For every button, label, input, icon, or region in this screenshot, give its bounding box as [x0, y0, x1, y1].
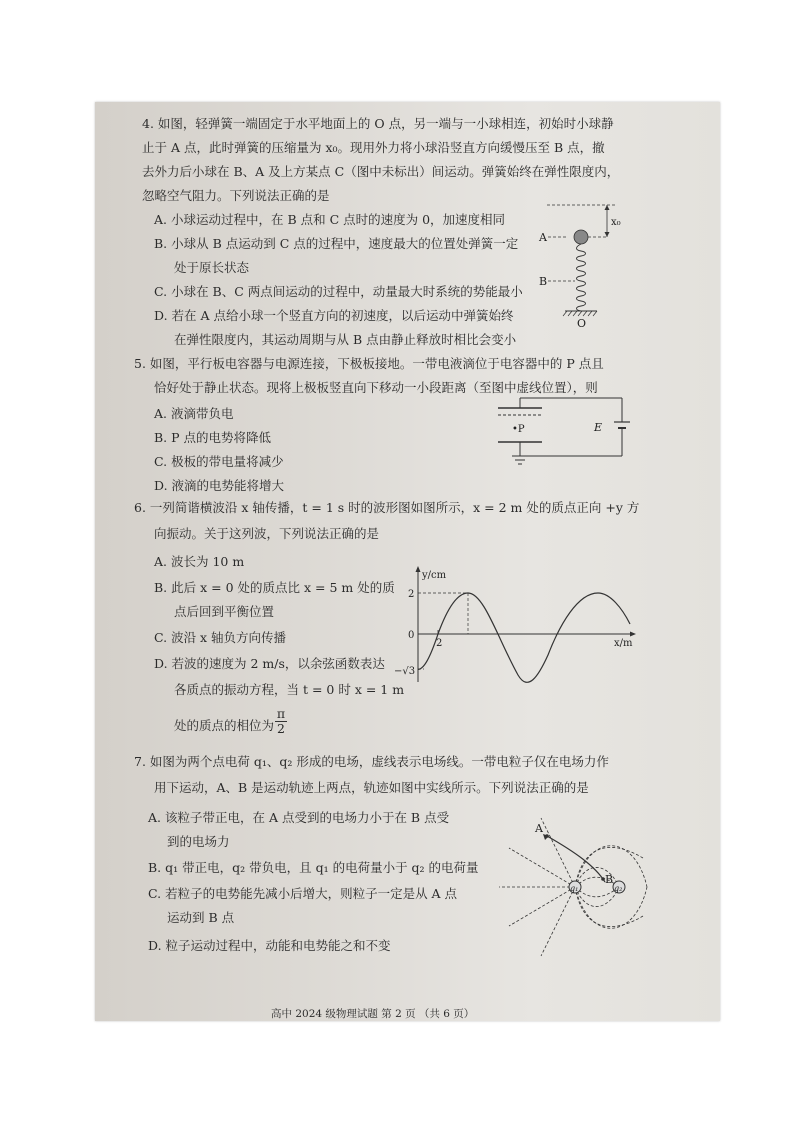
q6-stem-line-1: 6. 一列简谐横波沿 x 轴传播，t = 1 s 时的波形图如图所示，x = 2 m 处的质点正向 +y 方	[134, 500, 640, 515]
q2-label: q₂	[614, 884, 623, 893]
q6-option-d: D. 若波的速度为 2 m/s，以余弦函数表达	[154, 656, 385, 671]
q4-stem-line-3: 去外力后小球在 B、A 及上方某点 C（图中未标出）间运动。弹簧始终在弹性限度内，	[142, 164, 620, 179]
point-b-label: B	[539, 275, 548, 288]
q4-option-d: D. 若在 A 点给小球一个竖直方向的初速度，以后运动中弹簧始终	[154, 308, 514, 323]
wave-curve	[418, 593, 630, 682]
q7-option-c: C. 若粒子的电势能先减小后增大，则粒子一定是从 A 点	[148, 886, 458, 901]
point-a-label: A	[535, 822, 543, 835]
q5-option-d: D. 液滴的电势能将增大	[154, 478, 285, 493]
page-footer: 高中 2024 级物理试题 第 2 页 （共 6 页）	[271, 1008, 475, 1020]
point-b-label: B	[605, 873, 614, 886]
exam-page	[95, 102, 720, 1021]
q7-stem-line-2: 用下运动，A、B 是运动轨迹上两点，轨迹如图中实线所示。下列说法正确的是	[154, 780, 589, 795]
q5-option-c: C. 极板的带电量将减少	[154, 454, 284, 469]
point-a-label: A	[539, 231, 547, 244]
q5-option-a: A. 液滴带负电	[154, 406, 234, 421]
q5-option-b: B. P 点的电势将降低	[154, 430, 272, 445]
q1-label: q₁	[570, 884, 579, 893]
q5-stem-line-1: 5. 如图，平行板电容器与电源连接，下极板接地。一带电液滴位于电容器中的 P 点且	[134, 356, 604, 371]
q6-option-b-cont: 点后回到平衡位置	[174, 604, 275, 619]
q4-stem-line-1: 4. 如图，轻弹簧一端固定于水平地面上的 O 点，另一端与一小球相连，初始时小球静	[142, 116, 614, 131]
y-tick-neg-sqrt3: −√3	[394, 666, 416, 677]
electric-field-figure	[495, 812, 650, 962]
q6-option-c: C. 波沿 x 轴负方向传播	[154, 630, 287, 645]
q6-option-b: B. 此后 x = 0 处的质点比 x = 5 m 处的质	[154, 580, 395, 595]
point-p-label: •P	[512, 424, 525, 435]
q7-stem-line-1: 7. 如图为两个点电荷 q₁、q₂ 形成的电场，虚线表示电场线。一带电粒子仅在电场力作	[134, 754, 609, 769]
emf-label: E	[594, 421, 603, 434]
y-axis-label: y/cm	[422, 570, 447, 581]
q4-option-b-cont: 处于原长状态	[174, 260, 250, 275]
x-axis-label: x/m	[614, 638, 633, 649]
q4-stem-line-4: 忽略空气阻力。下列说法正确的是	[142, 188, 330, 203]
point-o-label: O	[577, 317, 587, 330]
phase-fraction: $\frac{\pi}{2}$	[276, 706, 286, 736]
spring-figure	[535, 197, 645, 332]
q6-option-d-cont-2: 处的质点的相位为	[174, 718, 275, 733]
q4-option-a: A. 小球运动过程中，在 B 点和 C 点时的速度为 0，加速度相同	[154, 212, 506, 227]
q6-option-d-cont: 各质点的振动方程，当 t = 0 时 x = 1 m	[174, 682, 405, 697]
q4-stem-line-2: 止于 A 点，此时弹簧的压缩量为 x₀。现用外力将小球沿竖直方向缓慢压至 B 点，撤	[142, 140, 605, 155]
y-tick-2: 2	[408, 589, 415, 600]
y-tick-0: 0	[408, 630, 415, 641]
q4-option-b: B. 小球从 B 点运动到 C 点的过程中，速度最大的位置处弹簧一定	[154, 236, 519, 251]
q5-stem-line-2: 恰好处于静止状态。现将上极板竖直向下移动一小段距离（至图中虚线位置），则	[154, 380, 598, 395]
spring-shape	[577, 244, 586, 311]
q7-option-b: B. q₁ 带正电，q₂ 带负电，且 q₁ 的电荷量小于 q₂ 的电荷量	[148, 860, 479, 875]
x-tick-2: 2	[436, 638, 443, 649]
q7-option-d: D. 粒子运动过程中，动能和电势能之和不变	[148, 938, 391, 953]
q7-option-c-cont: 运动到 B 点	[167, 910, 235, 925]
q6-stem-line-2: 向振动。关于这列波，下列说法正确的是	[154, 526, 380, 541]
capacitor-circuit-figure	[490, 394, 630, 469]
x0-label: x₀	[611, 217, 621, 228]
particle-trajectory	[547, 836, 605, 882]
wave-graph-figure	[392, 564, 642, 694]
q4-option-c: C. 小球在 B、C 两点间运动的过程中，动量最大时系统的势能最小	[154, 284, 523, 299]
q4-option-d-cont: 在弹性限度内，其运动周期与从 B 点由静止释放时相比会变小	[174, 332, 517, 347]
ball-shape	[574, 230, 588, 244]
q7-option-a: A. 该粒子带正电，在 A 点受到的电场力小于在 B 点受	[148, 810, 450, 825]
q6-option-a: A. 波长为 10 m	[154, 554, 245, 569]
q7-option-a-cont: 到的电场力	[167, 834, 230, 849]
